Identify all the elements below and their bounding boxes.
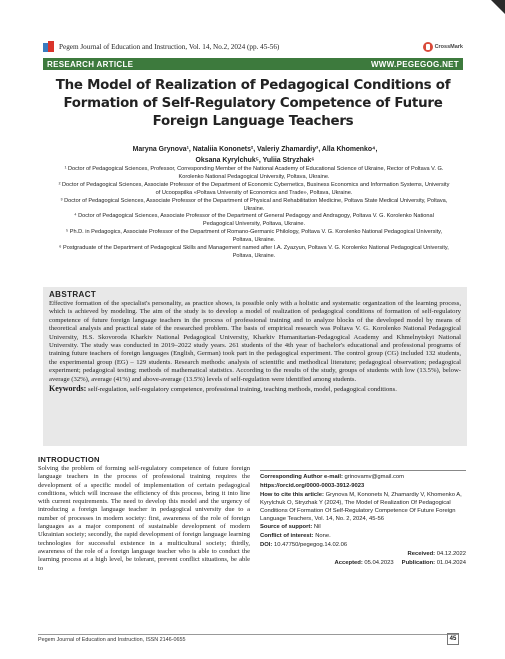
affiliations <box>58 166 450 261</box>
support-label: Source of support: <box>260 524 313 531</box>
author-email-link[interactable]: grinovamv@gmail.com <box>344 474 405 480</box>
conflict-label: Conflict of interest: <box>260 533 314 540</box>
keywords <box>49 385 461 394</box>
keywords-text: self-regulation, self-regulatory competence, professional training, teaching methods, model, pedagogical conditions. <box>88 386 397 394</box>
doi-link[interactable]: 10.47750/pegegog.14.02.06 <box>273 542 348 549</box>
journal-citation: Pegem Journal of Education and Instruction, Vol. 14, No.2, 2024 (pp. 45-56) <box>59 43 280 51</box>
orcid-link[interactable]: https://orcid.org/0000-0003-3912-9023 <box>260 482 365 489</box>
author-list <box>80 144 430 166</box>
cite-label: How to cite this article: <box>260 491 324 498</box>
doi-label: DOI: <box>260 542 273 549</box>
affiliation-2: ² Doctor of Pedagogical Sciences, Associate Professor of the Department of Economic Cybernetics, Business Economics and Information Systems, University of Ucoopspilka «Poltava University of Economics and Trade», Poltava, Ukraine. <box>58 181 450 196</box>
footer-divider <box>38 634 458 635</box>
received-date: 04.12.2022 <box>436 551 466 558</box>
conflict-value: None. <box>315 533 331 540</box>
affiliation-5: ⁵ Ph.D. in Pedagogics, Associate Professor of the Department of Romano-Germanic Philology, Poltava V. G. Korolenko National Pedagogical University, Poltava, Ukraine. <box>65 229 443 244</box>
abstract-heading: ABSTRACT <box>49 290 97 299</box>
page-corner-fold <box>491 0 505 14</box>
keywords-label: Keywords: <box>49 384 87 394</box>
article-type-label: RESEARCH ARTICLE <box>47 59 134 69</box>
crossmark-icon <box>423 42 433 52</box>
email-label: Corresponding Author e-mail: <box>260 474 343 480</box>
affiliation-4: ⁴ Doctor of Pedagogical Sciences, Associate Professor of the Department of General Pedagogy and Andragogy, Poltava V. G. Korolenko National Pedagogical University, Poltava, Ukraine. <box>74 213 434 228</box>
page-number: 45 <box>447 633 459 645</box>
article-title: The Model of Realization of Pedagogical Conditions of Formation of Self-Regulatory Competence of Future Foreign Language Teachers <box>55 78 451 129</box>
introduction-heading: INTRODUCTION <box>38 455 100 464</box>
abstract-text: Effective formation of the specialist's personality, as practice shows, is possible only with a holistic and systematic organization of the learning process, which is achieved by modeling. The aim of the study is to develop a model of realization of pedagogical conditions of formation of self-regulatory competence of future foreign language teachers in the process of professional training and to analyze blocks of the developed model by means of theoretical analysis and practical state of the researched problem. The basis of empirical research was Poltava V. G. Korolenko National Pedagogical University, H.S. Skovoroda Kharkiv National Pedagogical University, Kharkiv Humanitarian-Pedagogical Academy and Khmelnytskyi National University. The study was conducted in 2019–2022 study years. 261 students of the 4th year of bachelor's educational and professional programs of training future teachers of foreign languages (English, German) took part in the pedagogical experiment. The control group (CG) included 132 students, the experimental group (EG) – 129 students. Research methods: analysis of scientific and methodical literature; pedagogical observation; pedagogical experiment; pedagogical testing; methods of mathematical statistics. According to the results of the study, groups of students with low (13.5%), below-average (32%), average (41%) and above-average (13.5%) levels of self-regulation were identified among students. <box>49 300 461 383</box>
article-type-band <box>43 58 463 70</box>
cite-text: Grynova M, Kononets N, Zhamardiy V, Khomenko A, Kyrylchuk O, Stryzhak Y (2024), The Model of Realization Of Pedagogical Conditions Of Formation Of Self-Regulatory Competence Of Future Foreign Language Teachers, Vol. 14, No. 2, 2024, 45-56 <box>260 491 462 522</box>
publication-date: 01.04.2024 <box>436 560 466 567</box>
abstract-box <box>43 287 467 446</box>
authors-line-1: Maryna Grynova¹, Nataliia Kononets², Valeriy Zhamardiy³, Alla Khomenko⁴, <box>132 146 378 153</box>
affiliation-3: ³ Doctor of Pedagogical Sciences, Associate Professor of the Department of Physical and Rehabilitation Medicine, Poltava State Medical University, Poltava, Ukraine. <box>60 197 448 212</box>
support-value: Nil <box>313 524 321 531</box>
journal-logo-icon <box>43 41 55 53</box>
footer-journal: Pegem Journal of Education and Instruction, ISSN 2146-0655 <box>38 637 186 643</box>
introduction-text: Solving the problem of forming self-regulatory competence of future foreign language teachers in the process of professional training requires the development of a specific model of implementation of certain pedagogical conditions, which will increase the efficiency of this process, bring it into line with current requirements. The need to develop this model and the urgency of introducing a foreign language teacher in pedagogical university due to a number of processes in modern society: first, awareness of the role of foreign languages as a major component of sustainable development of modern Ukrainian society; secondly, the rapid development of foreign language learning technologies for successful existence in a multicultural society; thirdly, awareness of the role of a foreign language teacher who is able to conduct the learning process at a high level, be tolerant, prevent conflict situations, be able to <box>38 465 250 572</box>
crossmark-badge[interactable] <box>423 42 463 52</box>
affiliation-1: ¹ Doctor of Pedagogical Sciences, Professor, Corresponding Member of the National Academy of Educational Science of Ukraine, Rector of Poltava V. G. Korolenko National Pedagogical University, Poltava, Ukraine. <box>64 166 444 180</box>
affiliation-6: ⁶ Postgraduate of the Department of Pedagogical Skills and Management named after I.A. Zyazyun, Poltava V. G. Korolenko National Pedagogical University, Poltava, Ukraine. <box>59 245 449 259</box>
journal-header <box>43 40 463 54</box>
accepted-label: Accepted: <box>334 560 363 567</box>
publication-label: Publication: <box>401 560 436 567</box>
accepted-date: 05.04.2023 <box>364 560 394 567</box>
journal-website-link[interactable]: WWW.PEGEGOG.NET <box>370 59 459 69</box>
authors-line-2: Oksana Kyrylchuk⁵, Yuliia Stryzhak⁶ <box>195 157 315 164</box>
received-label: Received: <box>407 551 436 558</box>
crossmark-label: CrossMark <box>434 44 463 50</box>
article-info-panel <box>260 470 466 569</box>
